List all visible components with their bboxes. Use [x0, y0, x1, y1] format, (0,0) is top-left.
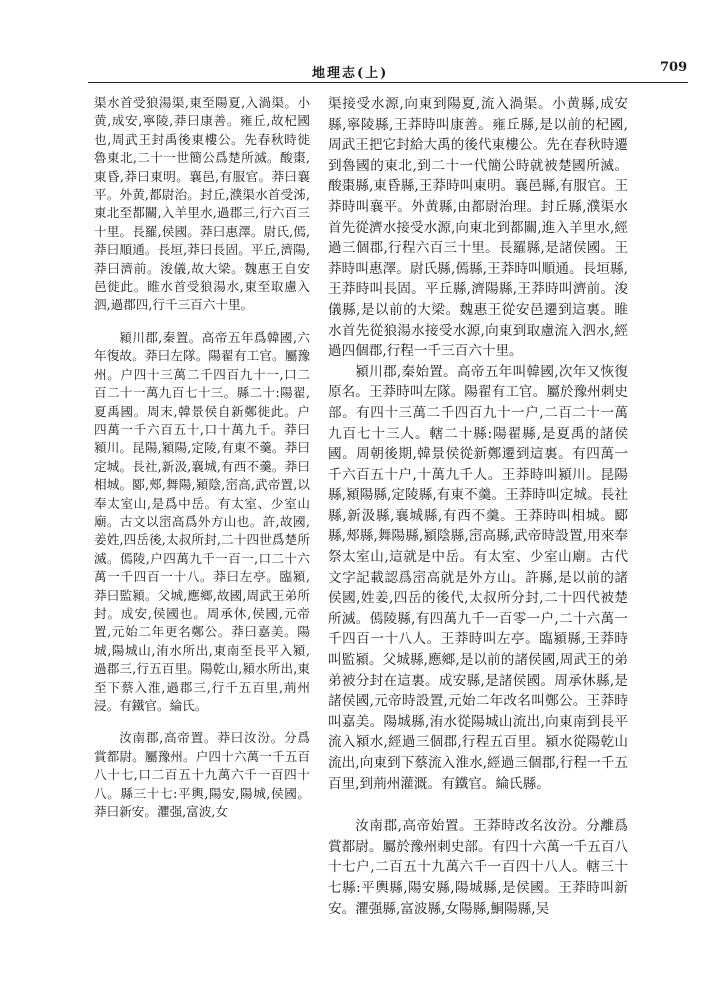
vernacular-translation-column: [328, 94, 628, 919]
translation-paragraph-chenliu-end: 渠接受水源,向東到陽夏,流入渦渠。小黄縣,成安縣,寧陵縣,王莽時叫康善。雍丘縣,是以前的杞國,周武王把它封給大禹的後代東樓公。先在春秋時遷到魯國的東北,到二十一代簡公時就被楚國所滅。酸棗縣,東昏縣,王莽時叫東明。襄邑縣,有服官。王莽時叫襄平。外黄縣,由都尉治理。封丘縣,濮渠水首先從濟水接受水源,向東北到都關,進入羊里水,經過三個郡,行程六百三十里。長羅縣,是諸侯國。王莽時叫惠澤。尉氏縣,傿縣,王莽時叫順通。長垣縣,王莽時叫長固。平丘縣,濟陽縣,王莽時叫濟前。浚儀縣,是以前的大梁。魏惠王從安邑遷到這裏。睢水首先從狼湯水接受水源,向東到取慮流入泗水,經過四個郡,行程一千三百六十里。: [328, 96, 628, 360]
translation-paragraph-runan: 汝南郡,高帝始置。王莽時改名汝汾。分離爲賞都尉。屬於豫州刺史部。有四十六萬一千五百八十七户,二百五十九萬六千一百四十八人。轄三十七縣:平輿縣,陽安縣,陽城縣,是侯國。王莽時叫新安。灈强縣,富波縣,女陽縣,鮦陽縣,吴: [328, 818, 628, 917]
classical-paragraph-chenliu-end: 渠水首受狼湯渠,東至陽夏,入渦渠。小黄,成安,寧陵,莽曰康善。雍丘,故杞國也,周武王封禹後東樓公。先春秋時徙魯東北,二十一世簡公爲楚所滅。酸棗,東昏,莽曰東明。襄邑,有服官。莽曰襄平。外黄,都尉治。封丘,濮渠水首受泲,東北至都關,入羊里水,過郡三,行六百三十里。長羅,侯國。莽曰惠澤。尉氏,傿,莽曰順通。長垣,莽曰長固。平丘,濟陽,莽曰濟前。浚儀,故大梁。魏惠王自安邑徙此。睢水首受狼湯水,東至取慮入泗,過郡四,行千三百六十里。: [94, 95, 310, 313]
classical-paragraph-yingchuan: 潁川郡,秦置。高帝五年爲韓國,六年復故。莽曰左隊。陽翟有工官。屬豫州。户四十三萬二千四百九十一,口二百二十一萬九百七十三。縣二十:陽翟,夏禹國。周末,韓景侯自新鄭徙此。户四萬一千六百五十,口十萬九千。莽曰潁川。昆陽,潁陽,定陵,有東不羹。莽曰定城。長社,新汲,襄城,有西不羹。莽曰相城。郾,郟,舞陽,潁陰,崈高,武帝置,以奉太室山,是爲中岳。有太室、少室山廟。古文以崈高爲外方山也。許,故國,姜姓,四岳後,太叔所封,二十四世爲楚所滅。傿陵,户四萬九千一百一,口二十六萬一千四百一十八。莽曰左亭。臨潁,莽曰監潁。父城,應鄉,故國,周武王弟所封。成安,侯國也。周承休,侯國,元帝置,元始二年更名鄭公。莽曰嘉美。陽城,陽城山,洧水所出,東南至長平入潁,過郡三,行五百里。陽乾山,潁水所出,東至下蔡入淮,過郡三,行千五百里,荊州浸。有鐵官。綸氏。: [94, 329, 310, 713]
classical-text-column: [94, 94, 310, 821]
page-header: [0, 0, 716, 81]
translation-paragraph-yingchuan: 潁川郡,秦始置。高帝五年叫韓國,次年又恢復原名。王莽時叫左隊。陽翟有工官。屬於豫州刺史部。有四十三萬二千四百九十一户,二百二十一萬九百七十三人。轄二十縣:陽翟縣,是夏禹的諸侯國。周朝後期,韓景侯從新鄭遷到這裏。有四萬一千六百五十户,十萬九千人。王莽時叫潁川。昆陽縣,潁陽縣,定陵縣,有東不羹。王莽時叫定城。長社縣,新汲縣,襄城縣,有西不羹。王莽時叫相城。郾縣,郟縣,舞陽縣,潁陰縣,崈高縣,武帝時設置,用來奉祭太室山,這就是中岳。有太室、少室山廟。古代文字記載認爲崈高就是外方山。許縣,是以前的諸侯國,姓姜,四岳的後代,太叔所分封,二十四代被楚所滅。傿陵縣,有四萬九千一百零一户,二十六萬一千四百一十八人。王莽時叫左亭。臨潁縣,王莽時叫監潁。父城縣,應鄉,是以前的諸侯國,周武王的弟弟被分封在這裏。成安縣,是諸侯國。周承休縣,是諸侯國,元帝時設置,元始二年改名叫鄭公。王莽時叫嘉美。陽城縣,洧水從陽城山流出,向東南到長平流入潁水,經過三個郡,行程五百里。潁水從陽乾山流出,向東到下蔡流入淮水,經過三個郡,行程一千五百里,到荊州灌溉。有鐵官。綸氏縣。: [328, 363, 628, 792]
page-number: 709: [660, 60, 688, 75]
running-title: 地理志(上): [312, 66, 389, 81]
classical-paragraph-runan: 汝南郡,高帝置。莽曰汝汾。分爲賞都尉。屬豫州。户四十六萬一千五百八十七,口二百五十九萬六千一百四十八。縣三十七:平輿,陽安,陽城,侯國。莽曰新安。灈强,富波,女: [94, 730, 310, 820]
header-rule: [88, 82, 688, 83]
